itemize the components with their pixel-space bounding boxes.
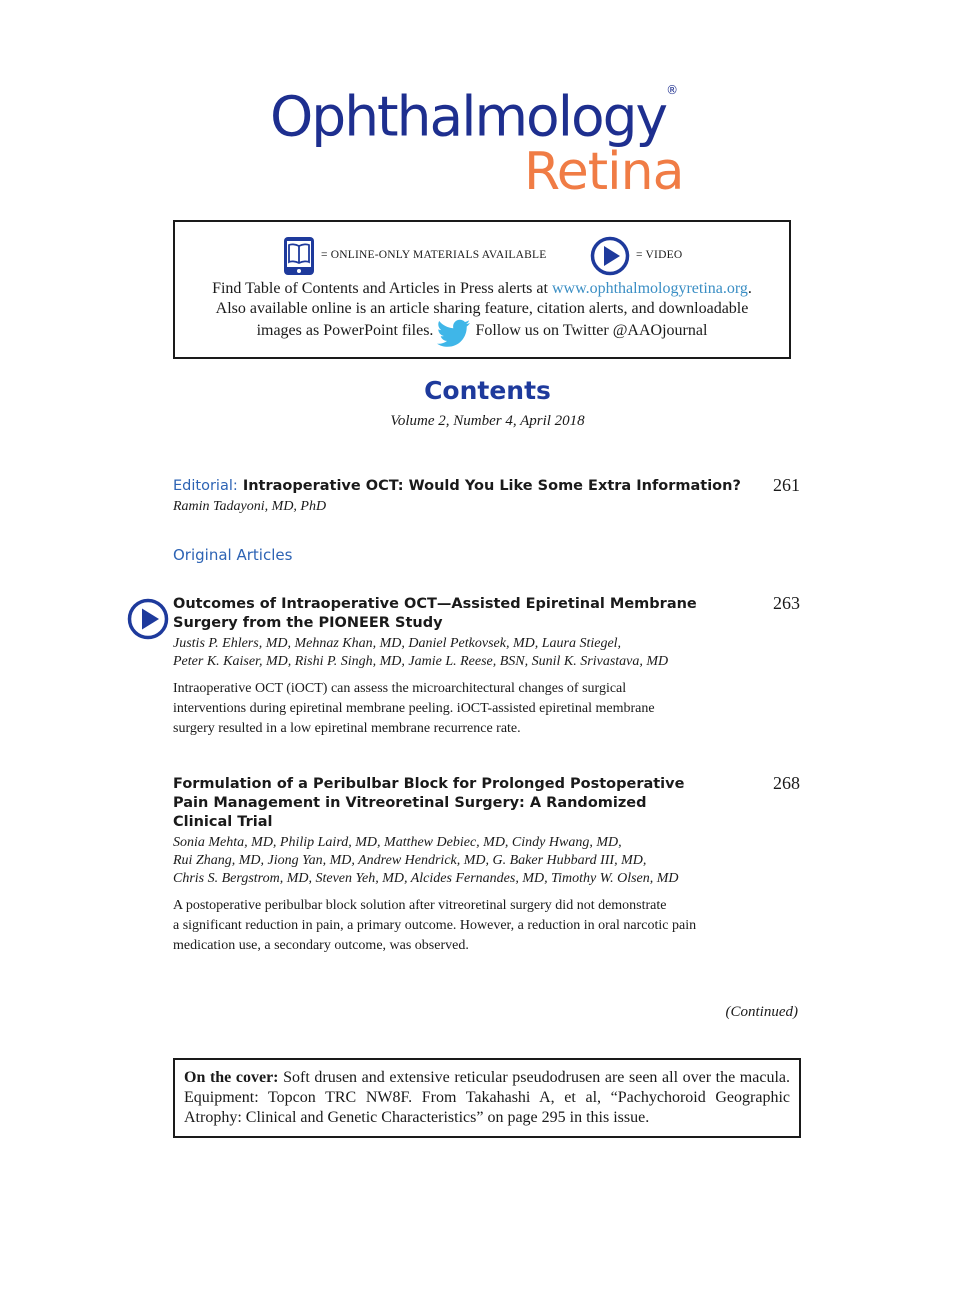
info-line-1 xyxy=(175,279,789,299)
info-line-3 xyxy=(175,319,789,347)
online-materials-label: = ONLINE-ONLY MATERIALS AVAILABLE xyxy=(321,249,547,261)
twitter-icon[interactable] xyxy=(437,319,471,347)
journal-name-retina: Retina xyxy=(524,142,684,202)
article-1-title[interactable] xyxy=(173,595,753,633)
info-box xyxy=(173,220,791,359)
article-1-authors xyxy=(173,635,753,671)
journal-name-line1: Ophthalmology xyxy=(270,84,667,149)
article-2-authors-line-3: Chris S. Bergstrom, MD, Steven Yeh, MD, Alcides Fernandes, MD, Timothy W. Olsen, MD xyxy=(173,871,679,886)
article-1-abstract xyxy=(173,679,753,739)
article-2-title-line-2: Pain Management in Vitreoretinal Surgery: A Randomized xyxy=(173,795,647,811)
article-2-abstract xyxy=(173,896,763,956)
article-2-abstract-line-2: a significant reduction in pain, a primary outcome. However, a reduction in oral narcotic pain xyxy=(173,918,697,933)
article-2-abstract-line-3: medication use, a secondary outcome, was observed. xyxy=(173,938,469,953)
editorial-label: Editorial: xyxy=(173,478,238,494)
article-2-title[interactable] xyxy=(173,775,753,832)
article-1-abstract-line-2: interventions during epiretinal membrane peeling. iOCT-assisted epiretinal membrane xyxy=(173,701,655,716)
cover-label: On the cover: xyxy=(184,1069,279,1086)
editorial-title: Intraoperative OCT: Would You Like Some Extra Information? xyxy=(242,478,741,494)
article-2-authors-line-2: Rui Zhang, MD, Jiong Yan, MD, Andrew Hendrick, MD, G. Baker Hubbard III, MD, xyxy=(173,853,647,868)
article-2-title-line-3: Clinical Trial xyxy=(173,814,273,830)
registered-mark: ® xyxy=(666,83,679,97)
article-2-abstract-line-1: A postoperative peribulbar block solution after vitreoretinal surgery did not demonstrate xyxy=(173,898,667,913)
volume-info: Volume 2, Number 4, April 2018 xyxy=(390,413,585,429)
article-1-abstract-line-1: Intraoperative OCT (iOCT) can assess the microarchitectural changes of surgical xyxy=(173,681,627,696)
video-play-icon[interactable] xyxy=(127,598,169,640)
website-link[interactable]: www.ophthalmologyretina.org xyxy=(551,280,748,297)
article-1-authors-line-2: Peter K. Kaiser, MD, Rishi P. Singh, MD, Jamie L. Reese, BSN, Sunil K. Srivastava, MD xyxy=(173,654,669,669)
article-2-page: 268 xyxy=(773,773,800,793)
info-line-1-post: . xyxy=(747,280,752,297)
video-play-icon xyxy=(590,236,630,276)
section-original-articles: Original Articles xyxy=(173,546,293,564)
article-1-abstract-line-3: surgery resulted in a low epiretinal membrane recurrence rate. xyxy=(173,721,521,736)
info-line-3-post: Follow us on Twitter @AAOjournal xyxy=(475,322,708,339)
article-2-authors-line-1: Sonia Mehta, MD, Philip Laird, MD, Matthew Debiec, MD, Cindy Hwang, MD, xyxy=(173,835,622,850)
continued-note: (Continued) xyxy=(725,1004,798,1020)
cover-text: Soft drusen and extensive reticular pseudodrusen are seen all over the macula. Equipment: Topcon TRC NW8F. From Takahashi A, et al, “Pachychoroid Geographic Atrophy: Clinical and Genetic Characteristics” on page 295 in this issue. xyxy=(184,1069,790,1126)
article-2-title-line-1: Formulation of a Peribulbar Block for Prolonged Postoperative xyxy=(173,776,685,792)
info-line-2: Also available online is an article sharing feature, citation alerts, and downloadable xyxy=(215,300,749,317)
editorial-page: 261 xyxy=(773,475,800,495)
info-line-1-pre: Find Table of Contents and Articles in Press alerts at xyxy=(212,280,552,297)
article-1-authors-line-1: Justis P. Ehlers, MD, Mehnaz Khan, MD, Daniel Petkovsek, MD, Laura Stiegel, xyxy=(173,636,622,651)
contents-title: Contents xyxy=(424,376,551,405)
editorial-heading[interactable] xyxy=(173,477,753,496)
cover-box xyxy=(173,1058,801,1138)
video-label: = VIDEO xyxy=(636,249,683,261)
article-1-title-line-2: Surgery from the PIONEER Study xyxy=(173,615,443,631)
journal-name-ophthalmology xyxy=(270,80,720,148)
legend-row xyxy=(283,236,703,276)
article-1-page: 263 xyxy=(773,593,800,613)
info-line-3-pre: images as PowerPoint files. xyxy=(256,322,434,339)
editorial-authors: Ramin Tadayoni, MD, PhD xyxy=(173,499,327,514)
article-2-authors xyxy=(173,834,753,888)
article-1-title-line-1: Outcomes of Intraoperative OCT—Assisted Epiretinal Membrane xyxy=(173,596,697,612)
tablet-icon xyxy=(283,236,315,276)
